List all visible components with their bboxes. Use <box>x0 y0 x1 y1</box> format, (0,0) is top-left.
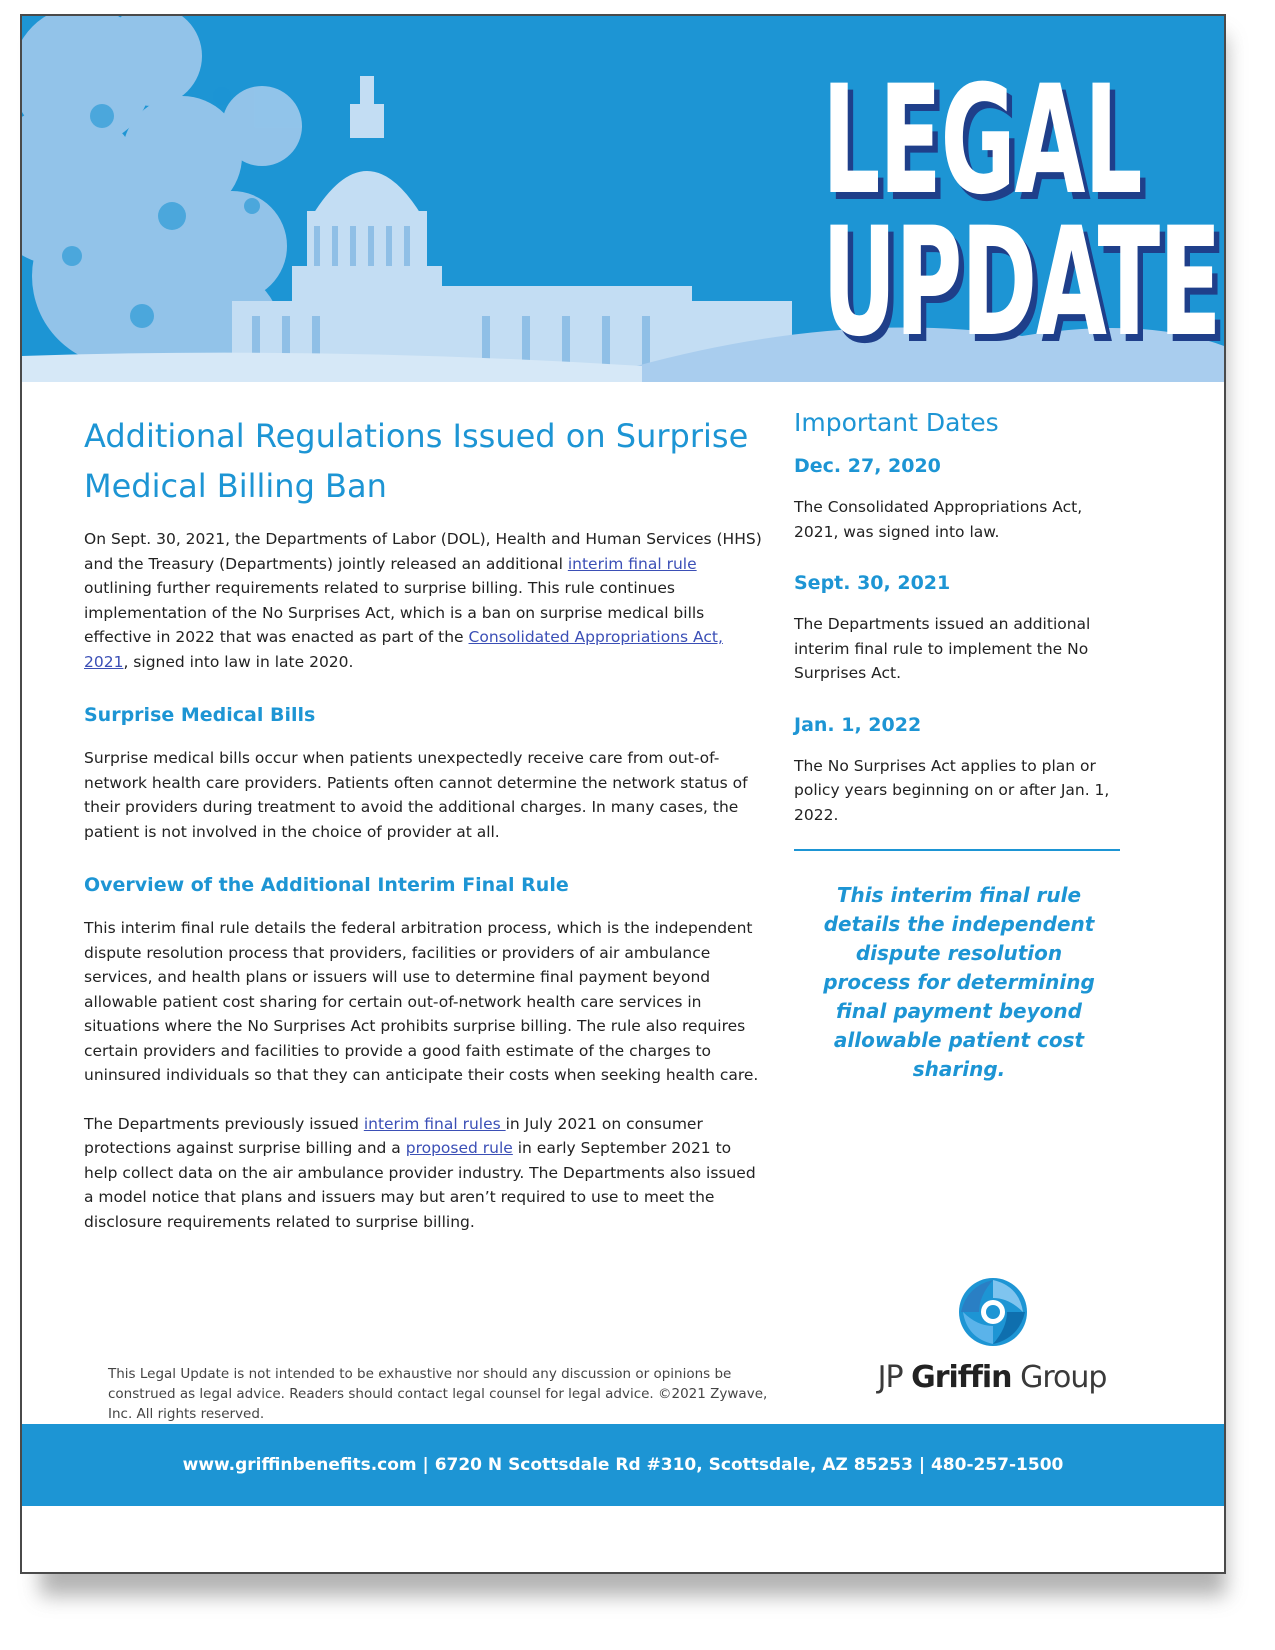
date-description: The Departments issued an additional interim final rule to implement the No Surprises Act. <box>794 615 1091 682</box>
proposed-rule-link[interactable]: proposed rule <box>405 1139 513 1157</box>
logo-text-group: Group <box>1011 1360 1107 1395</box>
surprise-bills-paragraph: Surprise medical bills occur when patients unexpectedly receive care from out-of-network health care providers. Patients often cannot determine the network status of their providers during treatment to avoid the additional charges. In many cases, the patient is not involved in the choice of provider at all. <box>84 749 748 841</box>
legal-disclaimer: This Legal Update is not intended to be exhaustive nor should any discussion or opinions be construed as legal advice. Readers should contact legal counsel for legal advice. ©2021 Zywave, Inc. All rights reserved. <box>108 1366 768 1422</box>
logo-text-jp: JP <box>877 1360 912 1395</box>
title-line-update: UPDATE <box>822 196 1221 370</box>
document-page <box>20 14 1226 1574</box>
consolidated-appropriations-act-link[interactable]: Consolidated Appropriations Act, 2021 <box>84 628 723 671</box>
previous-rules-paragraph <box>84 1112 764 1235</box>
article-title-line-1: Additional Regulations Issued on Surprise <box>84 417 749 455</box>
logo-text-griffin: Griffin <box>911 1360 1012 1395</box>
intro-text-b: outlining further requirements related to surprise billing. This rule continues implementation of the No Surprises Act, which is a ban on surprise medical bills effective in 2022 that was enacted as part of the <box>84 579 705 646</box>
title-line-legal: LEGAL <box>822 54 1142 228</box>
company-logo <box>862 1276 1122 1416</box>
intro-text-c: , signed into law in late 2020. <box>123 652 354 671</box>
interim-final-rule-link[interactable]: interim final rule <box>567 554 697 573</box>
header-banner <box>22 16 1224 382</box>
overview-paragraph: This interim final rule details the federal arbitration process, which is the independent dispute resolution process that providers, facilities or providers of air ambulance services, and health plans or issuers will use to determine final payment beyond allowable patient cost sharing for certain out-of-network health care services in situations where the No Surprises Act prohibits surprise billing. The rule also requires certain providers and facilities to provide a good faith estimate of the charges to uninsured individuals so that they can anticipate their costs when seeking health care. <box>84 919 759 1084</box>
legal-update-title <box>822 54 1221 370</box>
sidebar-divider <box>794 849 1120 851</box>
date-heading: Dec. 27, 2020 <box>794 455 941 477</box>
section-heading-surprise-bills: Surprise Medical Bills <box>84 704 316 726</box>
section-heading-overview: Overview of the Additional Interim Final Rule <box>84 874 569 896</box>
intro-text-a: On Sept. 30, 2021, the Departments of Labor (DOL), Health and Human Services (HHS) and the Treasury (Departments) jointly released an additional <box>84 530 762 573</box>
date-description: The No Surprises Act applies to plan or policy years beginning on or after Jan. 1, 2022. <box>794 756 1110 824</box>
pull-quote: This interim final rule details the independent dispute resolution process for determining final payment beyond allowable patient cost sharing. <box>823 883 1095 1081</box>
article-title <box>84 411 764 511</box>
article-title-line-2: Medical Billing Ban <box>84 467 387 505</box>
footer-contact-bar: www.griffinbenefits.com | 6720 N Scottsdale Rd #310, Scottsdale, AZ 85253 | 480-257-1500 <box>22 1424 1224 1506</box>
date-heading: Sept. 30, 2021 <box>794 572 951 594</box>
intro-paragraph <box>84 527 764 674</box>
prev-text-b: in July 2021 on consumer protections against surprise billing and a <box>84 1114 703 1157</box>
prev-text-a: The Departments previously issued <box>84 1114 364 1133</box>
important-dates-sidebar <box>794 408 1124 1084</box>
interim-final-rules-link[interactable]: interim final rules <box>363 1114 506 1133</box>
prev-text-c: in early September 2021 to help collect data on the air ambulance provider industry. The Departments also issued a model notice that plans and issuers may but aren’t required to use to meet the disclosure requirements related to surprise billing. <box>84 1139 756 1231</box>
sidebar-title: Important Dates <box>794 408 999 437</box>
main-column <box>84 411 764 1254</box>
swirl-logo-icon <box>957 1276 1029 1348</box>
logo-wordmark <box>862 1360 1122 1395</box>
date-description: The Consolidated Appropriations Act, 2021, was signed into law. <box>794 498 1083 541</box>
date-heading: Jan. 1, 2022 <box>794 713 922 736</box>
